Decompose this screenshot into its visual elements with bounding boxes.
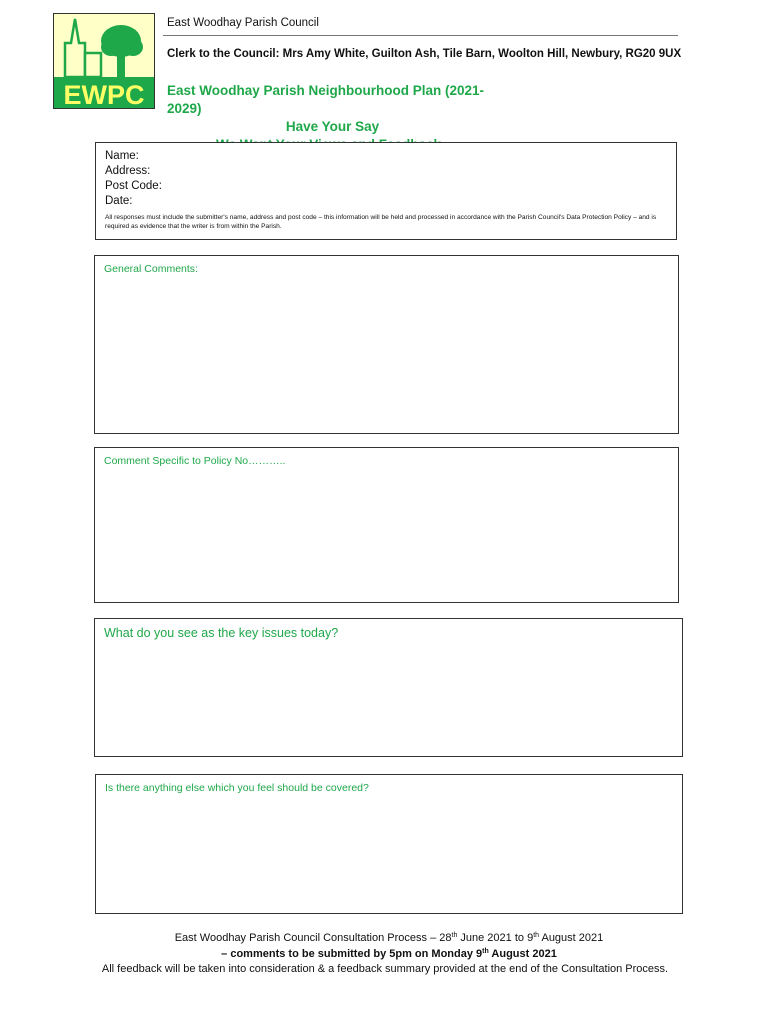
date-label: Date: — [105, 195, 133, 207]
submitter-details-box[interactable] — [95, 142, 677, 240]
ewpc-logo — [53, 13, 155, 109]
name-label: Name: — [105, 150, 139, 162]
organisation-name: East Woodhay Parish Council — [167, 17, 319, 29]
key-issues-box[interactable] — [94, 618, 683, 757]
general-comments-label: General Comments: — [104, 263, 198, 275]
address-label: Address: — [105, 165, 151, 177]
anything-else-label: Is there anything else which you feel should be covered? — [105, 782, 369, 794]
footer-deadline: – comments to be submitted by 5pm on Monday 9th August 2021 — [221, 948, 557, 960]
title-line-1: East Woodhay Parish Neighbourhood Plan (2021-2029) — [167, 83, 485, 116]
policy-comment-box[interactable] — [94, 447, 679, 603]
title-line-2: Have Your Say — [285, 119, 380, 134]
general-comments-box[interactable] — [94, 255, 679, 434]
clerk-address: Clerk to the Council: Mrs Amy White, Guilton Ash, Tile Barn, Woolton Hill, Newbury, RG20 9UX — [167, 48, 682, 60]
footer-feedback-note: All feedback will be taken into consideration & a feedback summary provided at the end of the Consultation Process. — [101, 963, 669, 975]
footer-consultation-dates: East Woodhay Parish Council Consultation Process – 28th June 2021 to 9th August 2021 — [174, 932, 604, 944]
postcode-label: Post Code: — [105, 180, 162, 192]
logo-text: EWPC — [63, 80, 145, 109]
header-divider — [163, 35, 678, 36]
key-issues-label: What do you see as the key issues today? — [104, 626, 339, 640]
anything-else-box[interactable] — [95, 774, 683, 914]
policy-comment-label: Comment Specific to Policy No……….. — [104, 455, 286, 467]
data-protection-note: All responses must include the submitter's name, address and post code – this information will be held and processed in accordance with the Parish Council's Data Protection Policy – and is required as evidence that the writer is from within the Parish. — [105, 214, 657, 230]
